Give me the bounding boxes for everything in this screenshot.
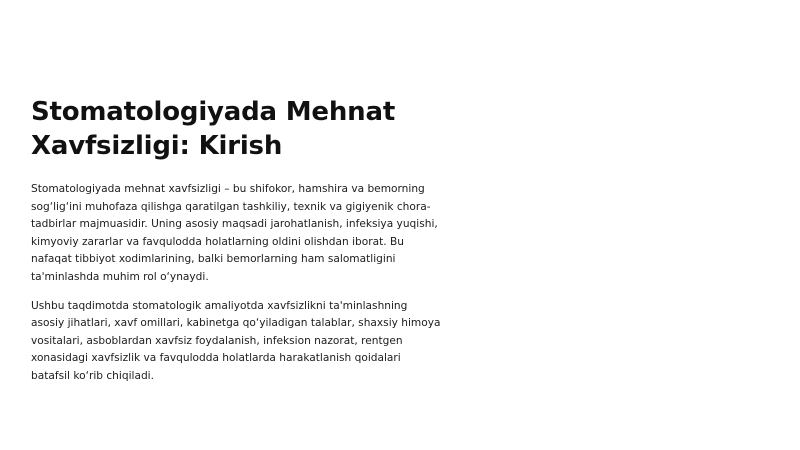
slide-content [31,95,443,386]
overview-paragraph: Ushbu taqdimotda stomatologik amaliyotda xavfsizlikni ta'minlashning asosiy jihatlari, xavf omillari, kabinetga qo‘yiladigan talablar, shaxsiy himoya vositalari, asboblardan xavfsiz foydalanish, infeksion nazorat, rentgen xonasidagi xavfsizlik va favqulodda holatlarda harakatlanish qoidalari batafsil ko‘rib chiqiladi. [31,299,441,382]
slide-title: Stomatologiyada Mehnat Xavfsizligi: Kirish [31,97,396,161]
intro-paragraph: Stomatologiyada mehnat xavfsizligi – bu shifokor, hamshira va bemorning sog‘lig‘ini muhofaza qilishga qaratilgan tashkiliy, texnik va gigiyenik chora-tadbirlar majmuasidir. Uning asosiy maqsadi jarohatlanish, infeksiya yuqishi, kimyoviy zararlar va favqulodda holatlarning oldini olishdan iborat. Bu nafaqat tibbiyot xodimlarining, balki bemorlarning ham salomatligini ta'minlashda muhim rol o‘ynaydi. [31,183,438,283]
